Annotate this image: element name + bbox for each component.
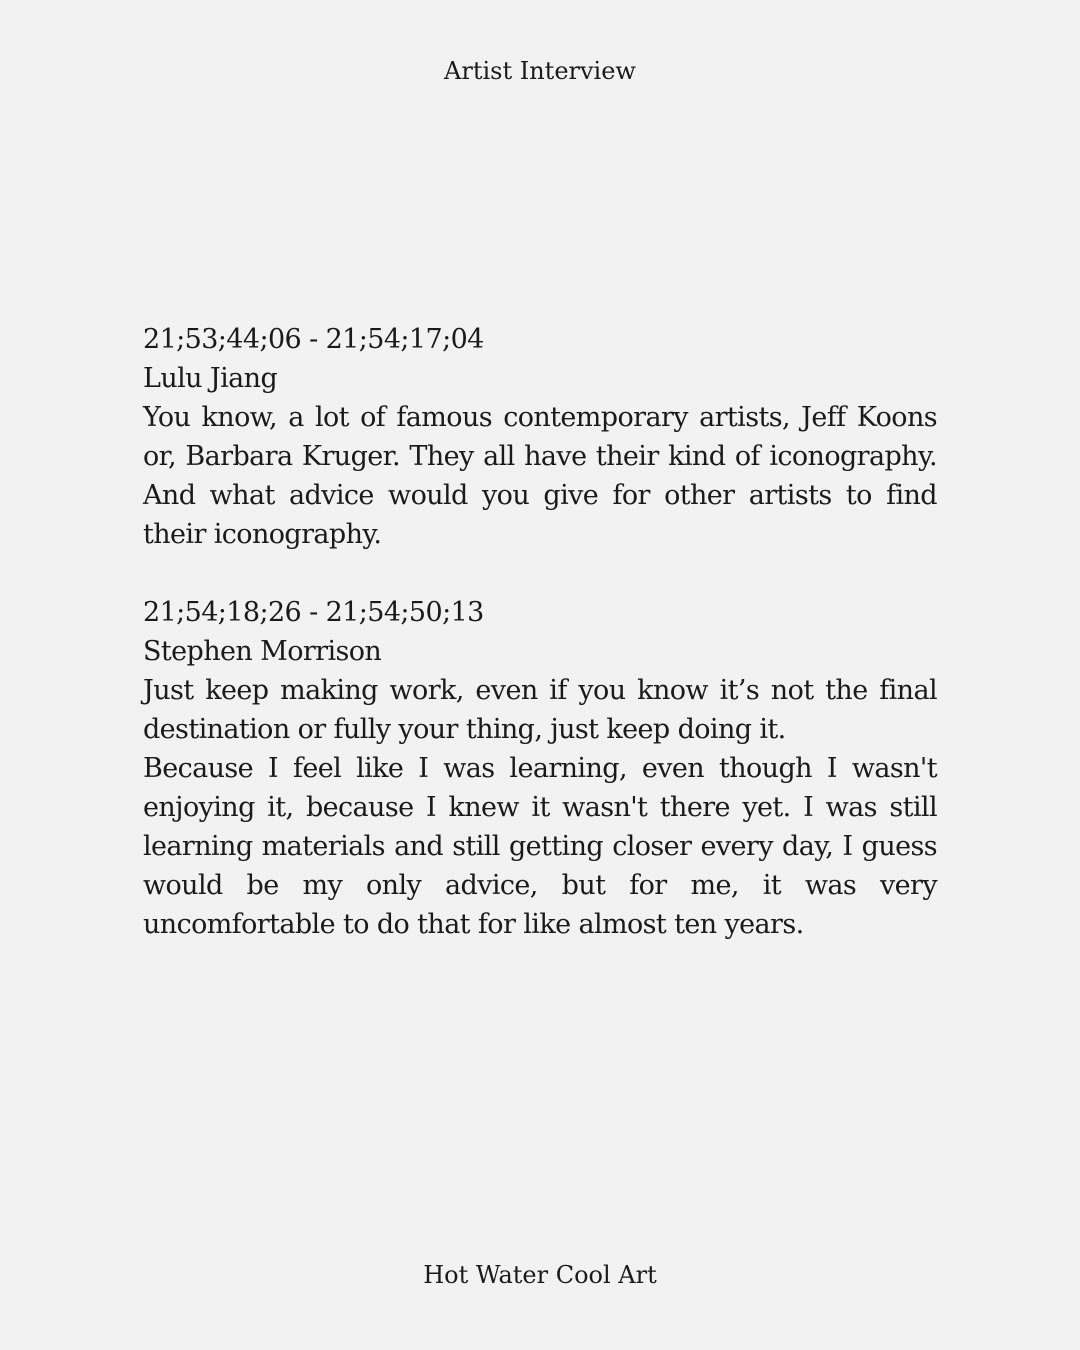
transcript-entry xyxy=(143,320,937,554)
footer-credit: Hot Water Cool Art xyxy=(423,1261,657,1289)
page-title: Artist Interview xyxy=(444,57,636,85)
timecode: 21;54;18;26 - 21;54;50;13 xyxy=(143,597,484,628)
dialogue-paragraph: Just keep making work, even if you know it’s not the final destination or fully your thing, just keep doing it. xyxy=(143,675,937,745)
dialogue-paragraph: Because I feel like I was learning, even though I wasn't enjoying it, because I knew it wasn't there yet. I was still learning materials and still getting closer every day, I guess would be my only advice, but for me, it was very uncomfortable to do that for like almost ten years. xyxy=(143,753,937,940)
speaker-name: Stephen Morrison xyxy=(143,636,382,667)
dialogue-paragraph: You know, a lot of famous contemporary artists, Jeff Koons or, Barbara Kruger. They all have their kind of iconography. And what advice would you give for other artists to find their iconography. xyxy=(143,402,937,550)
timecode: 21;53;44;06 - 21;54;17;04 xyxy=(143,324,484,355)
transcript-entry xyxy=(143,593,937,944)
transcript xyxy=(143,320,937,983)
speaker-name: Lulu Jiang xyxy=(143,363,278,394)
